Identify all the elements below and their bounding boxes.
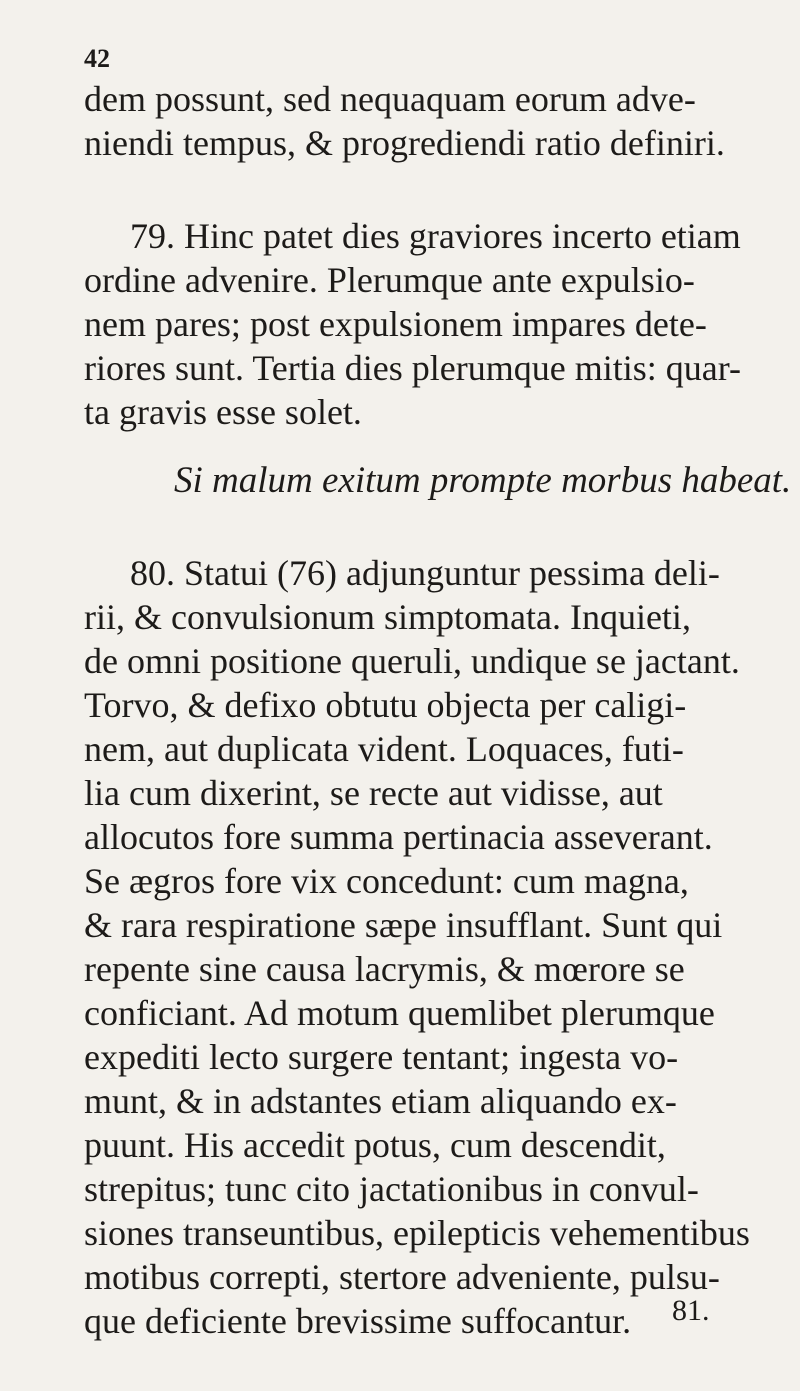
text-line: & rara respiratione sæpe insufflant. Sunt qui — [84, 905, 723, 945]
text-line: dem possunt, sed nequaquam eorum adve- — [84, 79, 696, 119]
text-line: nem, aut duplicata vident. Loquaces, futi- — [84, 729, 684, 769]
text-line: strepitus; tunc cito jactationibus in convul- — [84, 1169, 699, 1209]
text-line: conficiant. Ad motum quemlibet plerumque — [84, 993, 715, 1033]
text-line: rii, & convulsionum simptomata. Inquieti, — [84, 597, 691, 637]
text-line: que deficiente brevissime suffocantur. — [84, 1301, 632, 1341]
text-line: ta gravis esse solet. — [84, 392, 362, 432]
text-line: de omni positione queruli, undique se jactant. — [84, 641, 740, 681]
text-line: 79. Hinc patet dies graviores incerto etiam — [130, 216, 741, 256]
text-line: expediti lecto surgere tentant; ingesta vo- — [84, 1037, 679, 1077]
text-line: lia cum dixerint, se recte aut vidisse, aut — [84, 773, 663, 813]
text-line: Se ægros fore vix concedunt: cum magna, — [84, 861, 689, 901]
text-line: motibus correpti, stertore adveniente, pulsu- — [84, 1257, 720, 1297]
text-line: munt, & in adstantes etiam aliquando ex- — [84, 1081, 677, 1121]
page-number: 42 — [84, 44, 110, 73]
text-line: nem pares; post expulsionem impares dete- — [84, 304, 707, 344]
catchword: 81. — [672, 1294, 710, 1327]
text-line: repente sine causa lacrymis, & mœrore se — [84, 949, 685, 989]
text-line: 80. Statui (76) adjunguntur pessima deli- — [130, 553, 720, 593]
text-line: niendi tempus, & progrediendi ratio definiri. — [84, 123, 725, 163]
text-line: ordine advenire. Plerumque ante expulsio- — [84, 260, 695, 300]
section-heading: Si malum exitum prompte morbus habeat. — [174, 460, 792, 501]
text-line: riores sunt. Tertia dies plerumque mitis: quar- — [84, 348, 741, 388]
text-line: puunt. His accedit potus, cum descendit, — [84, 1125, 666, 1165]
text-line: allocutos fore summa pertinacia asseverant. — [84, 817, 713, 857]
text-line: siones transeuntibus, epilepticis vehementibus — [84, 1213, 750, 1253]
text-line: Torvo, & defixo obtutu objecta per caligi- — [84, 685, 687, 725]
